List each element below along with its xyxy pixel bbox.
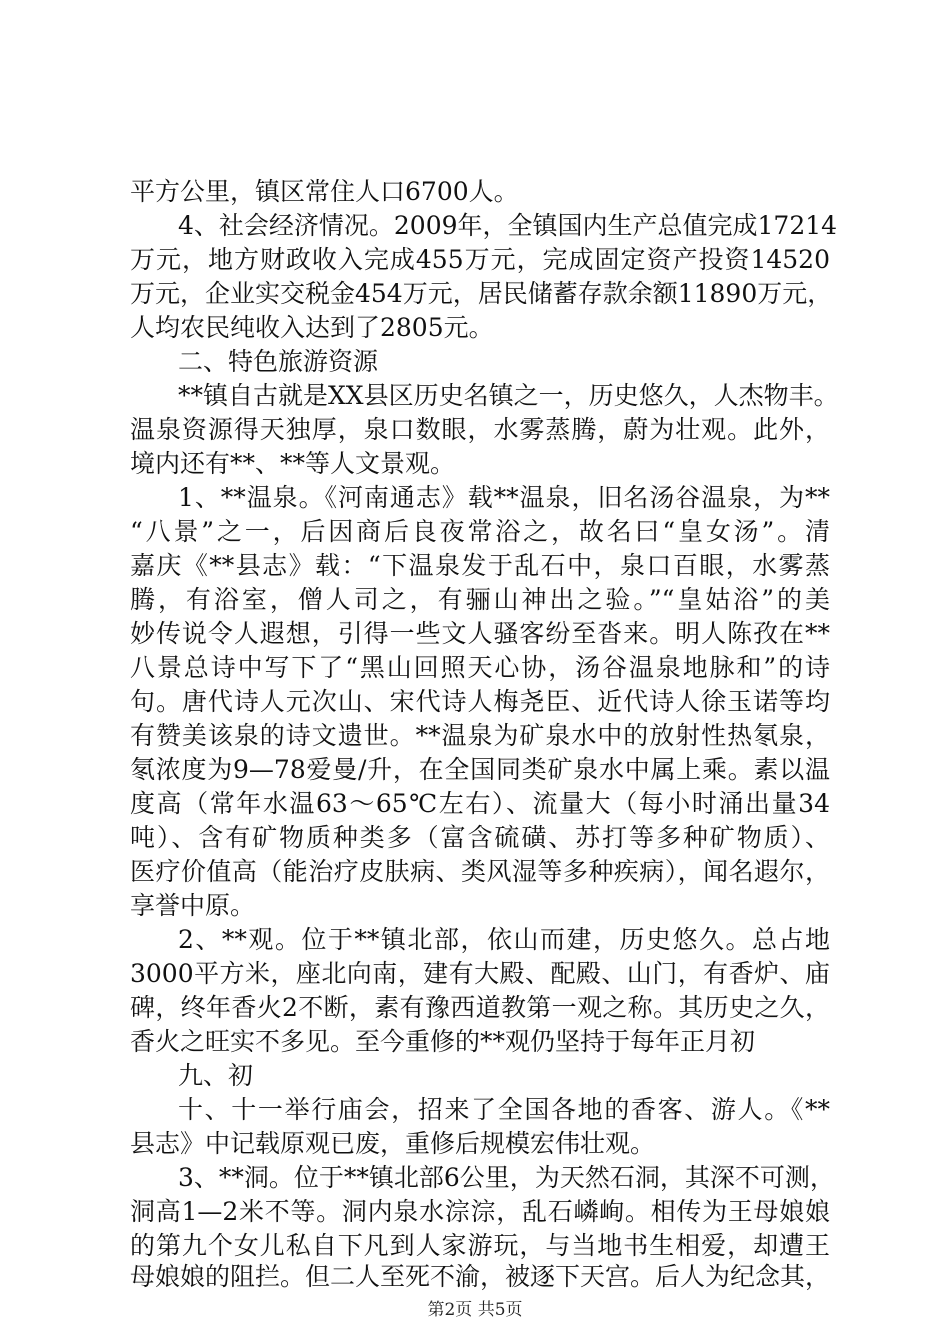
text-line: 十、十一举行庙会，招来了全国各地的香客、游人。《**: [178, 1095, 830, 1124]
text-line: 万元，企业实交税金454万元，居民储蓄存款余额11890万元，: [130, 279, 833, 308]
text-line: 嘉庆《**县志》载：“下温泉发于乱石中，泉口百眼，水雾蒸: [130, 551, 830, 580]
text-line: 碑，终年香火2不断，素有豫西道教第一观之称。其历史之久，: [130, 993, 830, 1022]
text-line: 妙传说令人遐想，引得一些文人骚客纷至沓来。明人陈孜在**: [130, 619, 830, 648]
text-line: 氡浓度为9—78爱曼/升，在全国同类矿泉水中属上乘。素以温: [130, 755, 830, 784]
text-line: 4、社会经济情况。2009年，全镇国内生产总值完成17214: [178, 211, 838, 240]
text-line: 人均农民纯收入达到了2805元。: [130, 313, 494, 342]
text-line: 享誉中原。: [130, 891, 256, 920]
text-line: 温泉资源得天独厚，泉口数眼，水雾蒸腾，蔚为壮观。此外，: [130, 415, 830, 444]
text-line: 腾，有浴室，僧人司之，有骊山神出之验。”“皇姑浴”的美: [130, 585, 830, 614]
section-heading: 二、特色旅游资源: [178, 347, 379, 376]
text-line: 度高（常年水温63～65℃左右）、流量大（每小时涌出量34: [130, 789, 830, 818]
text-line: 县志》中记载原观已废，重修后规模宏伟壮观。: [130, 1129, 656, 1158]
text-line: 平方公里，镇区常住人口6700人。: [130, 177, 519, 206]
text-line: 的第九个女儿私自下凡到人家游玩，与当地书生相爱，却遭王: [130, 1231, 830, 1260]
text-line: “八景”之一，后因商后良夜常浴之，故名曰“皇女汤”。清: [130, 517, 830, 546]
text-line: 洞高1—2米不等。洞内泉水淙淙，乱石嶙峋。相传为王母娘娘: [130, 1197, 830, 1226]
text-line: 3000平方米，座北向南，建有大殿、配殿、山门，有香炉、庙: [130, 959, 830, 988]
text-line: 句。唐代诗人元次山、宋代诗人梅尧臣、近代诗人徐玉诺等均: [130, 687, 830, 716]
text-line: 母娘娘的阻拦。但二人至死不渝，被逐下天宫。后人为纪念其，: [130, 1262, 831, 1291]
text-line: 1、**温泉。《河南通志》载**温泉，旧名汤谷温泉，为**: [178, 483, 830, 512]
page-number-footer: 第2页 共5页: [427, 1300, 523, 1320]
text-line: 境内还有**、**等人文景观。: [130, 449, 456, 478]
text-line: 吨）、含有矿物质种类多（富含硫磺、苏打等多种矿物质）、: [130, 823, 830, 852]
text-line: 2、**观。位于**镇北部，依山而建，历史悠久。总占地: [178, 925, 830, 954]
text-line: 九、初: [178, 1061, 254, 1090]
text-line: 有赞美该泉的诗文遗世。**温泉为矿泉水中的放射性热氡泉，: [130, 721, 830, 750]
text-line: 八景总诗中写下了“黑山回照天心协，汤谷温泉地脉和”的诗: [130, 653, 830, 682]
text-line: **镇自古就是XX县区历史名镇之一，历史悠久，人杰物丰。: [178, 381, 839, 410]
text-line: 香火之旺实不多见。至今重修的**观仍坚持于每年正月初: [130, 1027, 756, 1056]
text-line: 3、**洞。位于**镇北部6公里，为天然石洞，其深不可测，: [178, 1163, 835, 1192]
text-line: 万元，地方财政收入完成455万元，完成固定资产投资14520: [130, 245, 830, 274]
text-line: 医疗价值高（能治疗皮肤病、类风湿等多种疾病），闻名遐尔，: [130, 857, 830, 886]
